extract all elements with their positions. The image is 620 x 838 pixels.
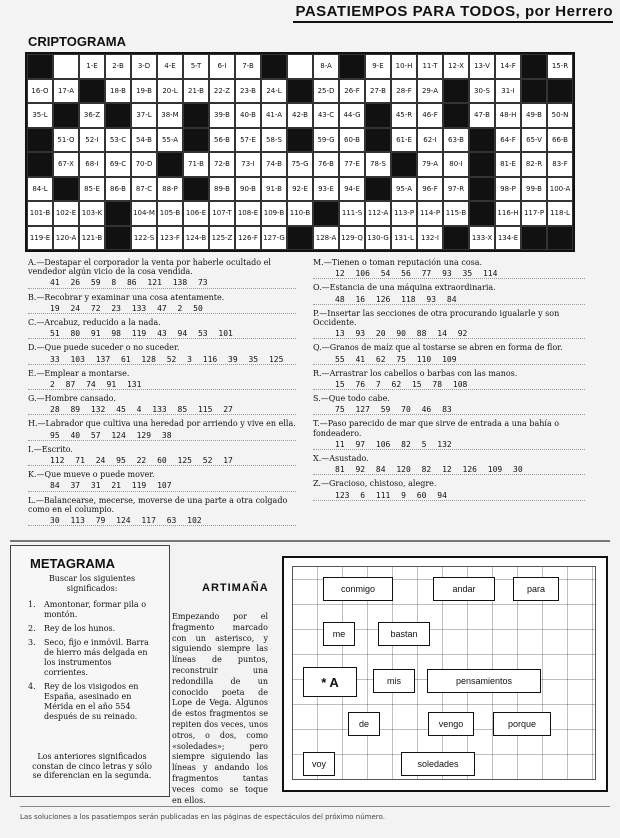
grid-cell: 101-B	[27, 201, 53, 226]
criptograma-grid	[25, 52, 575, 252]
grid-cell: 82-R	[521, 152, 547, 177]
grid-cell: 59-G	[313, 128, 339, 153]
page-footer: Las soluciones a los pasatiempos serán publicadas en las páginas de espectáculos del próximo número.	[20, 806, 610, 827]
grid-cell: 73-I	[235, 152, 261, 177]
clue	[28, 470, 296, 491]
criptograma-title: CRIPTOGRAMA	[28, 34, 126, 49]
grid-cell: 39-B	[209, 103, 235, 128]
grid-cell: 21-B	[183, 79, 209, 104]
grid-cell: 36-Z	[79, 103, 105, 128]
grid-cell: 11-T	[417, 54, 443, 79]
grid-cell: 81-E	[495, 152, 521, 177]
clue-numbers: 12 106 54 56 77 93 35 114	[313, 269, 585, 279]
grid-cell: 53-C	[105, 128, 131, 153]
grid-cell: 79-A	[417, 152, 443, 177]
clue-numbers: 48 16 126 118 93 84	[313, 295, 585, 305]
metagrama-item	[28, 600, 158, 620]
clue	[28, 293, 296, 314]
grid-cell: 120-A	[53, 226, 79, 251]
grid-cell-black	[105, 226, 131, 251]
clue	[28, 445, 296, 466]
grid-cell: 118-L	[547, 201, 573, 226]
artimana-instructions: Empezando por el fragmento marcado con un asterisco, y siguiendo siempre las líneas de puntos, reconstruir una redondilla de un conocido poeta de Lope de Vega. Algunos de estos fragmentos se repiten dos veces, unos otros, o dos, como «soledades»; pero siempre siguiendo las líneas y andando los fragmentos tantas veces como se toque en ellos.	[172, 612, 268, 805]
grid-cell: 20-L	[157, 79, 183, 104]
grid-cell: 28-F	[391, 79, 417, 104]
clue-definition: G.—Hombre cansado.	[28, 394, 116, 404]
grid-cell-black	[27, 54, 53, 79]
grid-cell: 124-B	[183, 226, 209, 251]
clue-definition: D.—Que puede suceder o no suceder.	[28, 343, 180, 353]
metagrama-item-text: Seco, fijo e inmóvil. Barra de hierro más delgada en los instrumentos corrientes.	[44, 638, 149, 677]
grid-cell: 83-F	[547, 152, 573, 177]
clue-definition: A.—Destapar el corporador la venta por haberle ocultado el vendedor algún vicio de la cosa vendida.	[28, 258, 271, 277]
grid-cell: 131-L	[391, 226, 417, 251]
grid-cell: 7-B	[235, 54, 261, 79]
metagrama-item	[28, 682, 158, 722]
grid-cell-black	[443, 79, 469, 104]
clue-numbers: 30 113 79 124 117 63 102	[28, 516, 296, 526]
grid-cell: 43-C	[313, 103, 339, 128]
grid-cell: 90-B	[235, 177, 261, 202]
grid-cell-black	[79, 79, 105, 104]
clue-definition: Z.—Gracioso, chistoso, alegre.	[313, 479, 437, 489]
clue	[313, 343, 585, 364]
clue-numbers: 55 41 62 75 110 109	[313, 355, 585, 365]
grid-cell: 60-B	[339, 128, 365, 153]
metagrama-item-number: 4.	[28, 682, 36, 691]
grid-cell: 25-D	[313, 79, 339, 104]
grid-cell: 48-H	[495, 103, 521, 128]
grid-cell-black	[261, 54, 287, 79]
clue-definition: I.—Escrito.	[28, 444, 73, 454]
clue-definition: L.—Balancearse, mecerse, moverse de una parte a otra colgado como en el columpio.	[28, 495, 288, 514]
clue	[313, 258, 585, 279]
grid-cell: 115-B	[443, 201, 469, 226]
grid-cell: 27-B	[365, 79, 391, 104]
grid-cell: 62-I	[417, 128, 443, 153]
grid-cell: 66-B	[547, 128, 573, 153]
clue-numbers: 2 87 74 91 131	[28, 380, 296, 390]
grid-cell: 65-V	[521, 128, 547, 153]
grid-cell: 74-B	[261, 152, 287, 177]
grid-cell-black	[287, 226, 313, 251]
grid-cell: 22-Z	[209, 79, 235, 104]
clue-numbers: 33 103 137 61 128 52 3 116 39 35 125	[28, 355, 296, 365]
grid-cell: 96-F	[417, 177, 443, 202]
grid-cell: 119-E	[27, 226, 53, 251]
grid-cell-black	[105, 103, 131, 128]
grid-cell: 5-T	[183, 54, 209, 79]
grid-cell: 106-E	[183, 201, 209, 226]
grid-cell: 114-P	[417, 201, 443, 226]
fragment-conmigo: conmigo	[323, 577, 393, 601]
grid-cell: 68-I	[79, 152, 105, 177]
grid-cell-black	[391, 152, 417, 177]
grid-cell: 88-P	[157, 177, 183, 202]
grid-cell: 6-I	[209, 54, 235, 79]
grid-cell: 111-S	[339, 201, 365, 226]
fragment-de: de	[348, 712, 380, 736]
grid-cell: 104-M	[131, 201, 157, 226]
grid-cell: 134-E	[495, 226, 521, 251]
fragment-vengo: vengo	[428, 712, 474, 736]
grid-cell-black	[365, 177, 391, 202]
grid-cell: 51-O	[53, 128, 79, 153]
artimana-puzzle	[282, 556, 608, 792]
clue-numbers: 11 97 106 82 5 132	[313, 440, 585, 450]
grid-cell: 112-A	[365, 201, 391, 226]
clue-definition: H.—Labrador que cultiva una heredad por arriendo y vive en ella.	[28, 419, 296, 429]
grid-cell: 125-Z	[209, 226, 235, 251]
grid-cell: 105-B	[157, 201, 183, 226]
fragment-bastan: bastan	[378, 622, 430, 646]
clue-definition: O.—Estancia de una máquina extraordinaria.	[313, 283, 496, 293]
clue	[28, 496, 296, 527]
grid-cell: 41-A	[261, 103, 287, 128]
metagrama-item-text: Rey de los hunos.	[44, 624, 116, 633]
clue-numbers: 112 71 24 95 22 60 125 52 17	[28, 456, 296, 466]
grid-cell: 23-B	[235, 79, 261, 104]
fragment-mis: mis	[373, 669, 415, 693]
grid-cell: 50-N	[547, 103, 573, 128]
grid-cell: 126-F	[235, 226, 261, 251]
clue-numbers: 81 92 84 120 82 12 126 109 30	[313, 465, 585, 475]
grid-cell: 109-B	[261, 201, 287, 226]
grid-cell: 129-Q	[339, 226, 365, 251]
grid-cell-black	[443, 226, 469, 251]
grid-cell: 69-C	[105, 152, 131, 177]
grid-cell: 24-L	[261, 79, 287, 104]
grid-cell: 42-B	[287, 103, 313, 128]
grid-cell: 44-G	[339, 103, 365, 128]
grid-cell-black	[287, 79, 313, 104]
clue	[28, 343, 296, 364]
grid-cell-black	[339, 54, 365, 79]
grid-cell: 55-A	[157, 128, 183, 153]
grid-cell: 128-A	[313, 226, 339, 251]
grid-cell: 99-B	[521, 177, 547, 202]
grid-cell: 71-B	[183, 152, 209, 177]
grid-cell	[287, 54, 313, 79]
clue	[313, 394, 585, 415]
grid-cell-black	[157, 152, 183, 177]
grid-cell: 54-B	[131, 128, 157, 153]
grid-cell: 85-E	[79, 177, 105, 202]
fragment-andar: andar	[433, 577, 495, 601]
grid-cell-black	[547, 79, 573, 104]
grid-cell: 40-B	[235, 103, 261, 128]
fragment-me: me	[323, 622, 355, 646]
clue	[313, 479, 585, 500]
grid-cell: 64-F	[495, 128, 521, 153]
grid-cell: 14-F	[495, 54, 521, 79]
grid-cell: 98-P	[495, 177, 521, 202]
grid-cell: 56-B	[209, 128, 235, 153]
grid-cell-black	[53, 103, 79, 128]
clue-numbers: 41 26 59 8 86 121 138 73	[28, 278, 296, 288]
clue	[313, 369, 585, 390]
grid-cell: 123-F	[157, 226, 183, 251]
grid-cell: 18-B	[105, 79, 131, 104]
grid-cell: 38-M	[157, 103, 183, 128]
grid-cell: 9-E	[365, 54, 391, 79]
artimana-dotted-grid	[292, 566, 596, 780]
grid-cell: 1-E	[79, 54, 105, 79]
grid-cell: 16-O	[27, 79, 53, 104]
grid-cell: 84-L	[27, 177, 53, 202]
clue-numbers: 28 89 132 45 4 133 85 115 27	[28, 405, 296, 415]
grid-cell-black	[469, 128, 495, 153]
grid-cell: 37-L	[131, 103, 157, 128]
clue	[28, 394, 296, 415]
grid-cell: 52-I	[79, 128, 105, 153]
clue	[28, 369, 296, 390]
fragment-porque: porque	[493, 712, 551, 736]
fragment-para: para	[513, 577, 559, 601]
clue-numbers: 13 93 20 90 88 14 92	[313, 329, 585, 339]
clue	[28, 318, 296, 339]
grid-cell	[53, 54, 79, 79]
grid-cell-black	[521, 226, 547, 251]
grid-cell: 89-B	[209, 177, 235, 202]
grid-cell-black	[27, 128, 53, 153]
grid-cell: 121-B	[79, 226, 105, 251]
grid-cell: 127-G	[261, 226, 287, 251]
grid-cell: 77-E	[339, 152, 365, 177]
clue-definition: X.—Asustado.	[313, 454, 369, 463]
grid-cell-black	[469, 152, 495, 177]
fragment-voy: voy	[303, 752, 335, 776]
grid-cell: 29-A	[417, 79, 443, 104]
grid-cell: 35-L	[27, 103, 53, 128]
grid-cell: 58-S	[261, 128, 287, 153]
clue-definition: B.—Recobrar y examinar una cosa atentamente.	[28, 292, 225, 302]
grid-cell: 94-E	[339, 177, 365, 202]
clue-definition: S.—Que todo cabe.	[313, 394, 390, 404]
grid-cell: 19-B	[131, 79, 157, 104]
grid-cell: 92-E	[287, 177, 313, 202]
clue-numbers: 95 40 57 124 129 38	[28, 431, 296, 441]
grid-cell: 75-G	[287, 152, 313, 177]
clue-numbers: 123 6 111 9 60 94	[313, 491, 585, 501]
metagrama-item-number: 1.	[28, 600, 36, 609]
grid-cell: 97-R	[443, 177, 469, 202]
grid-cell: 110-B	[287, 201, 313, 226]
grid-cell: 49-B	[521, 103, 547, 128]
grid-cell: 108-E	[235, 201, 261, 226]
grid-cell-black	[365, 128, 391, 153]
grid-cell: 47-B	[469, 103, 495, 128]
clue	[28, 258, 296, 289]
metagrama-item	[28, 624, 158, 634]
grid-cell-black	[521, 79, 547, 104]
grid-cell: 100-A	[547, 177, 573, 202]
grid-cell: 45-R	[391, 103, 417, 128]
clue	[313, 309, 585, 340]
grid-cell: 31-I	[495, 79, 521, 104]
grid-cell: 86-B	[105, 177, 131, 202]
grid-cell: 122-S	[131, 226, 157, 251]
metagrama-item	[28, 638, 158, 678]
grid-cell: 107-T	[209, 201, 235, 226]
grid-cell: 95-A	[391, 177, 417, 202]
grid-cell: 8-A	[313, 54, 339, 79]
grid-cell: 57-E	[235, 128, 261, 153]
metagrama-title: METAGRAMA	[30, 556, 115, 571]
clue-definition: Q.—Granos de maíz que al tostarse se abren en forma de flor.	[313, 343, 563, 353]
grid-cell: 103-K	[79, 201, 105, 226]
grid-cell-black	[547, 226, 573, 251]
fragment-soledades: soledades	[401, 752, 475, 776]
grid-cell: 76-B	[313, 152, 339, 177]
clue-definition: T.—Paso parecido de mar que sirve de entrada a una bahía o fondeadero.	[313, 419, 560, 438]
grid-cell: 102-E	[53, 201, 79, 226]
metagrama-item-number: 3.	[28, 638, 36, 647]
clue-definition: K.—Que mueve o puede mover.	[28, 470, 155, 480]
metagrama-item-text: Rey de los visigodos en España, asesinado en Mérida en el año 554 después de su reinado.	[44, 682, 139, 721]
clue	[28, 419, 296, 440]
grid-cell: 3-D	[131, 54, 157, 79]
clues-left-column	[28, 258, 296, 530]
grid-cell: 4-E	[157, 54, 183, 79]
grid-cell: 63-B	[443, 128, 469, 153]
grid-cell: 78-S	[365, 152, 391, 177]
metagrama-intro: Buscar los siguientes significados:	[48, 574, 136, 593]
clue-definition: C.—Arcabuz, reducido a la nada.	[28, 317, 161, 327]
grid-cell: 117-P	[521, 201, 547, 226]
clue-definition: R.—Arrastrar los cabellos o barbas con las manos.	[313, 368, 518, 378]
grid-cell: 46-F	[417, 103, 443, 128]
grid-cell: 13-V	[469, 54, 495, 79]
metagrama-list	[28, 600, 158, 726]
grid-cell: 93-E	[313, 177, 339, 202]
grid-cell: 91-B	[261, 177, 287, 202]
grid-cell: 67-X	[53, 152, 79, 177]
grid-cell: 130-G	[365, 226, 391, 251]
grid-cell-black	[469, 201, 495, 226]
grid-cell: 133-X	[469, 226, 495, 251]
grid-cell: 26-F	[339, 79, 365, 104]
grid-cell-black	[183, 128, 209, 153]
clue-numbers: 19 24 72 23 133 47 2 50	[28, 304, 296, 314]
metagrama-outro: Los anteriores significados constan de cinco letras y sólo se diferencian en la segunda.	[32, 752, 152, 781]
grid-cell: 17-A	[53, 79, 79, 104]
clue	[313, 419, 585, 450]
clue-numbers: 15 76 7 62 15 78 108	[313, 380, 585, 390]
grid-cell: 72-B	[209, 152, 235, 177]
section-divider	[10, 540, 610, 542]
grid-cell: 80-I	[443, 152, 469, 177]
grid-cell: 113-P	[391, 201, 417, 226]
clue-definition: P.—Insertar las secciones de otra procurando igualarle y son Occidente.	[313, 308, 560, 327]
grid-cell: 2-B	[105, 54, 131, 79]
grid-cell: 12-X	[443, 54, 469, 79]
clue-definition: M.—Tienen o toman reputación una cosa.	[313, 258, 483, 267]
grid-cell: 30-S	[469, 79, 495, 104]
grid-cell-black	[183, 103, 209, 128]
page-header: PASATIEMPOS PARA TODOS, por Herrero	[293, 3, 613, 23]
grid-cell-black	[27, 152, 53, 177]
grid-cell: 15-R	[547, 54, 573, 79]
grid-cell: 70-D	[131, 152, 157, 177]
clue	[313, 454, 585, 475]
grid-cell-black	[443, 103, 469, 128]
grid-cell-black	[521, 54, 547, 79]
grid-cell-black	[287, 128, 313, 153]
grid-cell: 87-C	[131, 177, 157, 202]
grid-cell-black	[469, 177, 495, 202]
clue-numbers: 84 37 31 21 119 107	[28, 481, 296, 491]
fragment-start-a: * A	[303, 667, 357, 697]
clue-numbers: 75 127 59 70 46 83	[313, 405, 585, 415]
fragment-pensamientos: pensamientos	[427, 669, 541, 693]
grid-cell-black	[183, 177, 209, 202]
grid-cell-black	[313, 201, 339, 226]
grid-cell: 116-H	[495, 201, 521, 226]
metagrama-item-number: 2.	[28, 624, 36, 633]
grid-cell-black	[53, 177, 79, 202]
clues-right-column	[313, 258, 585, 505]
clue-definition: E.—Emplear a montarse.	[28, 368, 130, 378]
clue-numbers: 51 80 91 98 119 43 94 53 101	[28, 329, 296, 339]
artimana-title: ARTIMAÑA	[202, 582, 269, 594]
grid-cell: 132-I	[417, 226, 443, 251]
grid-cell: 10-H	[391, 54, 417, 79]
metagrama-item-text: Amontonar, formar pila o montón.	[44, 600, 147, 619]
grid-cell: 61-E	[391, 128, 417, 153]
grid-cell-black	[105, 201, 131, 226]
grid-cell-black	[365, 103, 391, 128]
clue	[313, 283, 585, 304]
